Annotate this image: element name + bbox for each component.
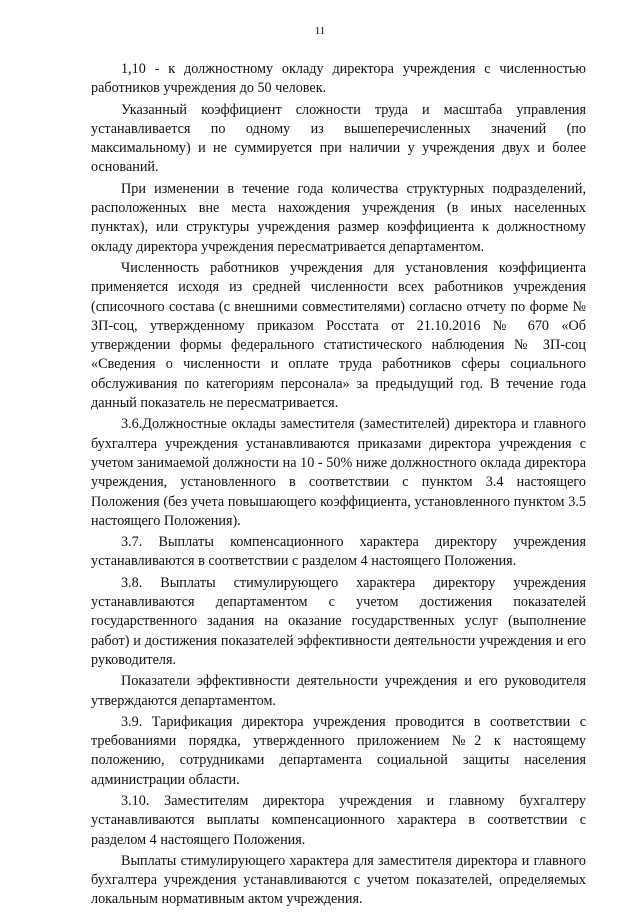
page-number: 11 [314,25,326,37]
paragraph-staff-count: Численность работников учреждения для установления коэффициента применяется исходя из средней численности всех работников учреждения (списочного состава (с внешними совместителями) согласно отчету по форме № ЗП-соц, утвержденному приказом Росстата от 21.10.2016 № 670 «Об утверждении формы федерального статистического наблюдения № ЗП-соц «Сведения о численности и оплате труда работников сферы социального обслуживания по категориям персонала» за предыдущий год. В течение года данный показатель не пересматривается. [91,259,586,412]
paragraph-structure-change: При изменении в течение года количества структурных подразделений, расположенных вне места нахождения учреждения (в иных населенных пунктах), или структуры учреждения размер коэффициента к должностному окладу директора учреждения пересматривается департаментом. [91,180,586,255]
document-body [91,60,586,912]
paragraph-3-9: 3.9. Тарификация директора учреждения проводится в соответствии с требованиями порядка, утвержденного приложением №2 к настоящему положению, сотрудниками департамента социальной защиты населения администрации области. [91,713,586,788]
paragraph-3-8: 3.8. Выплаты стимулирующего характера директору учреждения устанавливаются департаментом с учетом достижения показателей государственного задания на оказание государственных услуг (выполнение работ) и достижения показателей эффективности деятельности учреждения и его руководителя. [91,574,586,668]
paragraph-3-10: 3.10. Заместителям директора учреждения и главному бухгалтеру устанавливаются выплаты компенсационного характера в соответствии с разделом 4 настоящего Положения. [91,792,586,848]
paragraph-coefficient-note: Указанный коэффициент сложности труда и масштаба управления устанавливается по одному из вышеперечисленных значений (по максимальному) и не суммируется при наличии у учреждения двух и более оснований. [91,101,586,176]
paragraph-coefficient-1-10: 1,10 - к должностному окладу директора учреждения с численностью работников учреждения до 50 человек. [91,61,586,97]
paragraph-indicators: Показатели эффективности деятельности учреждения и его руководителя утверждаются департаментом. [91,673,586,709]
paragraph-deputy-incentives: Выплаты стимулирующего характера для заместителя директора и главного бухгалтера учреждения устанавливаются с учетом показателей, определяемых локальным нормативным актом учреждения. [91,852,586,908]
paragraph-3-6: 3.6.Должностные оклады заместителя (заместителей) директора и главного бухгалтера учреждения устанавливаются приказами директора учреждения с учетом занимаемой должности на 10 - 50% ниже должностного оклада директора учреждения, установленного в соответствии с пунктом 3.4 настоящего Положения (без учета повышающего коэффициента, установленного пунктом 3.5 настоящего Положения). [91,416,586,529]
paragraph-3-7: 3.7. Выплаты компенсационного характера директору учреждения устанавливаются в соответствии с разделом 4 настоящего Положения. [91,534,586,570]
